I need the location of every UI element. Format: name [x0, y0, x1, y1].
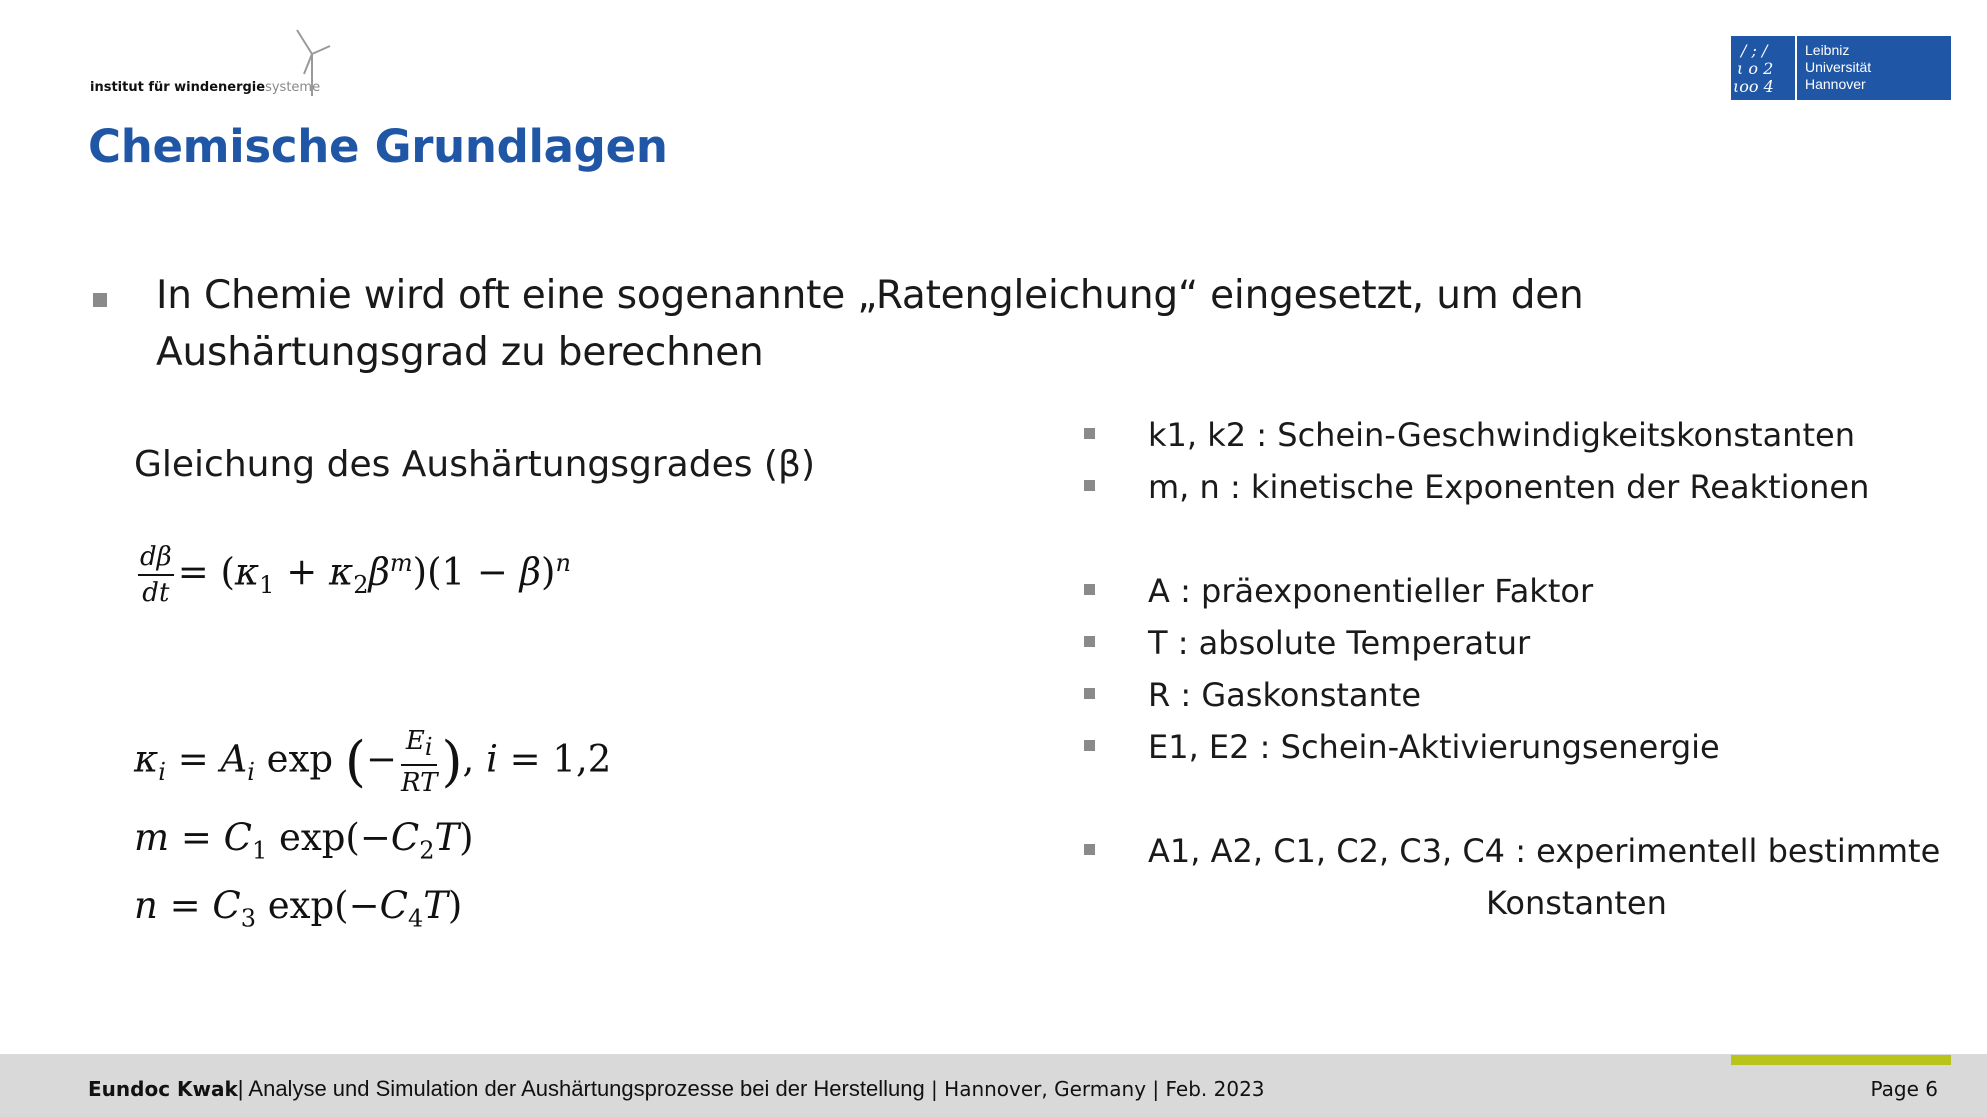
slide-title: Chemische Grundlagen [88, 120, 668, 173]
university-name [1805, 42, 1871, 93]
svg-text:/ ; /: / ; / [1741, 41, 1768, 60]
footer-meta: | Hannover, Germany | Feb. 2023 [924, 1077, 1265, 1101]
legend-item: T : absolute Temperatur [1148, 624, 1531, 662]
bullet-square-icon [1084, 428, 1095, 439]
legend-item: A : präexponentieller Faktor [1148, 572, 1594, 610]
page-number: Page 6 [1870, 1077, 1938, 1101]
bullet-square-icon [1084, 688, 1095, 699]
bullet-square-icon [1084, 844, 1095, 855]
legend-item: R : Gaskonstante [1148, 676, 1422, 714]
university-name-line1: Leibniz [1805, 42, 1850, 58]
bullet-square-icon [1084, 740, 1095, 751]
n-equation: $n = C_3$ $\exp(-C_4T)$ [134, 884, 463, 933]
university-logo [1731, 36, 1951, 100]
institute-name [90, 80, 320, 95]
university-name-line2: Universität [1805, 59, 1872, 75]
footer-author: Eundoc Kwak [88, 1077, 238, 1101]
bullet-square-icon [93, 293, 107, 307]
legend-item: E1, E2 : Schein-Aktivierungsenergie [1148, 728, 1720, 766]
legend-item: k1, k2 : Schein-Geschwindigkeitskonstanten [1148, 416, 1855, 454]
m-equation: $m = C_1$ $\exp(-C_2T)$ [134, 816, 474, 865]
university-emblem-icon [1731, 36, 1797, 100]
intro-text-line1: In Chemie wird oft eine sogenannte „Ratengleichung“ eingesetzt, um den [156, 273, 1584, 318]
legend-item-continuation: Konstanten [1486, 884, 1667, 922]
footer-accent-bar [1731, 1055, 1951, 1065]
equation-caption: Gleichung des Aushärtungsgrades (β) [134, 444, 815, 485]
svg-text:ιoo 4: ιoo 4 [1733, 77, 1774, 96]
bullet-square-icon [1084, 480, 1095, 491]
footer-talk-title: | Analyse und Simulation der Aushärtungsprozesse bei der Herstellung [237, 1076, 925, 1101]
university-name-line3: Hannover [1805, 76, 1866, 92]
bullet-square-icon [1084, 636, 1095, 647]
legend-item: A1, A2, C1, C2, C3, C4 : experimentell bestimmte [1148, 832, 1941, 870]
institute-logo [90, 26, 330, 102]
intro-text-line2: Aushärtungsgrad zu berechnen [156, 330, 764, 375]
rate-equation: $\frac{d\beta}{dt}$ = $(\kappa_1 + \kappa_2\beta^m)(1 - \beta)^n$ [140, 542, 571, 608]
bullet-square-icon [1084, 584, 1095, 595]
institute-name-bold: institut für windenergie [90, 80, 266, 95]
svg-text:ι o 2: ι o 2 [1737, 59, 1774, 78]
institute-name-light: systeme [265, 80, 321, 95]
legend-item: m, n : kinetische Exponenten der Reaktionen [1148, 468, 1870, 506]
kappa-equation: $\kappa_i = A_i$ exp (− $\frac{E_i}{RT}$ ), i = 1,2 [134, 726, 612, 799]
footer-citation [88, 1076, 1265, 1102]
